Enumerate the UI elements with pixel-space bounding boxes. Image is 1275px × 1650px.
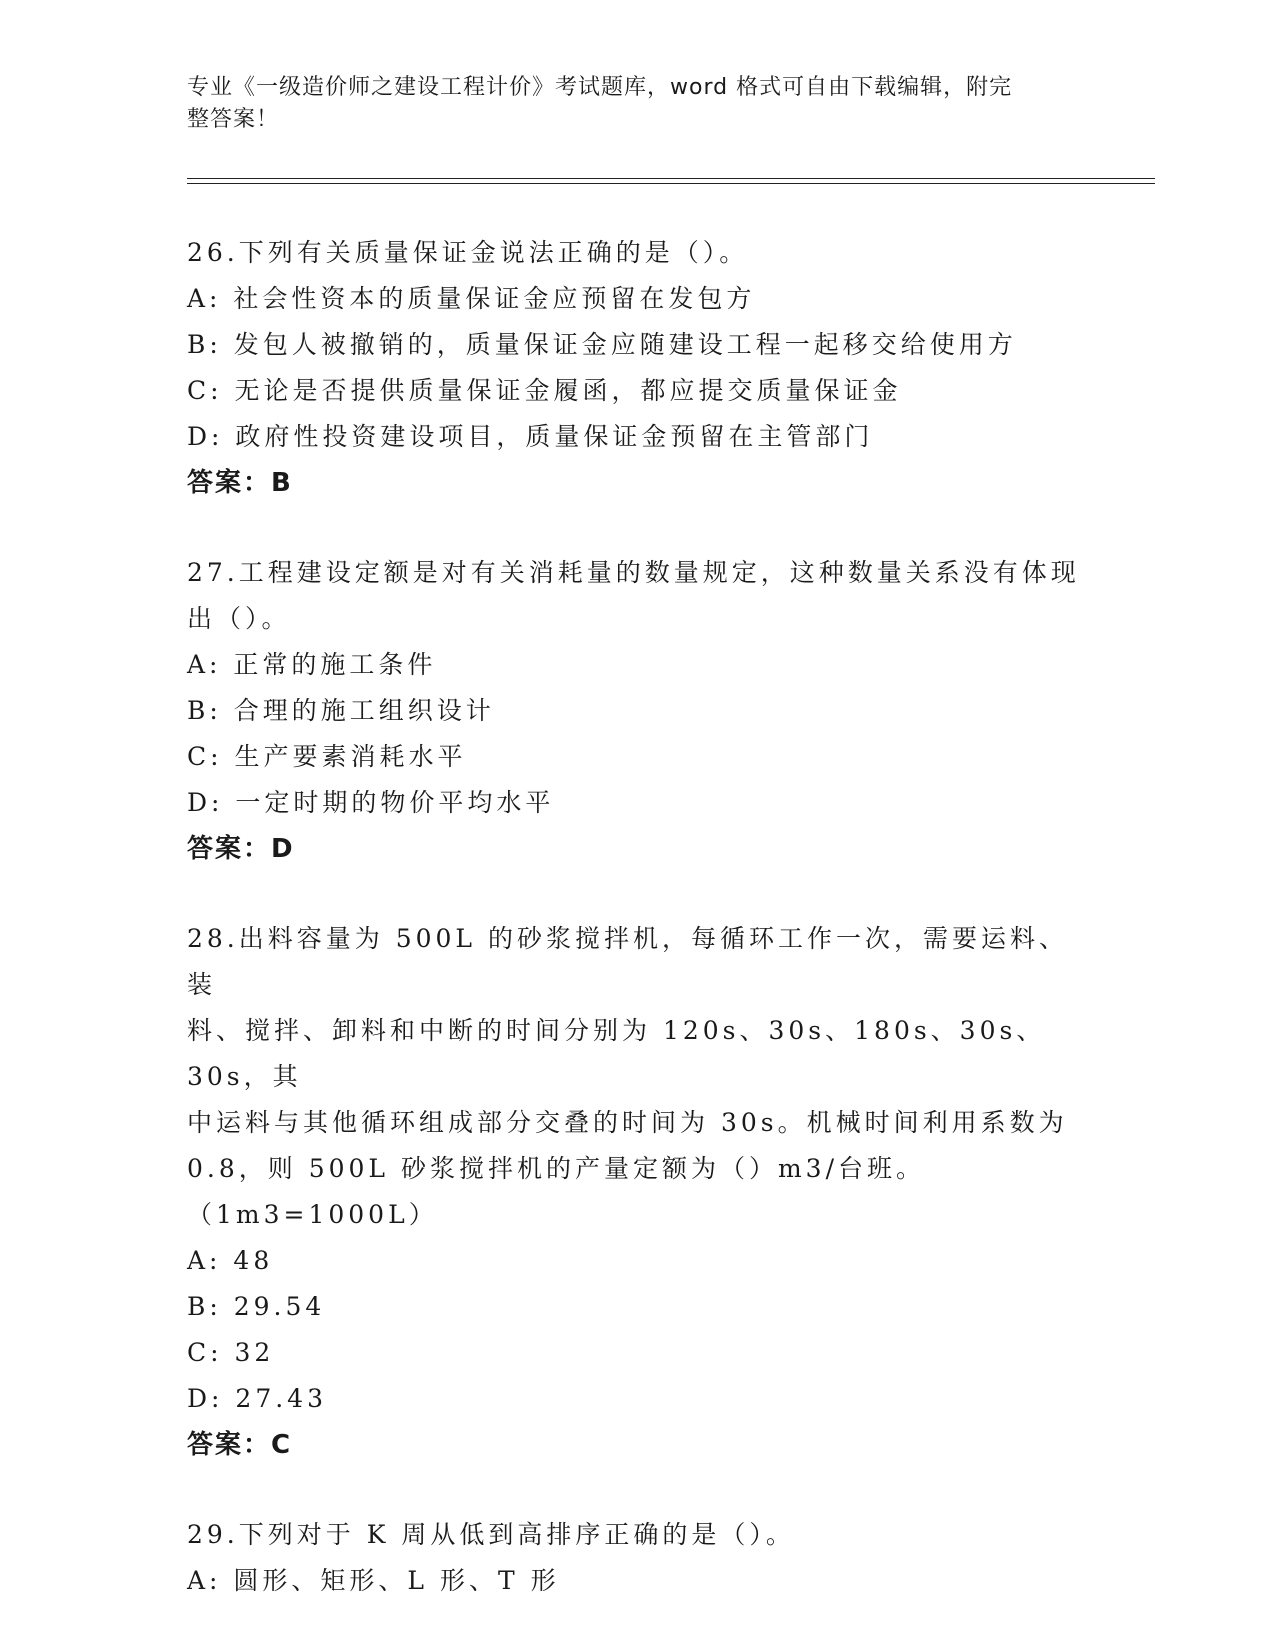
option-c: C: 生产要素消耗水平	[187, 742, 467, 771]
answer-label: 答案：D	[187, 834, 295, 864]
header-divider-bottom	[187, 183, 1155, 184]
question-27	[187, 550, 1087, 872]
option-a: A: 社会性资本的质量保证金应预留在发包方	[187, 284, 756, 313]
option-a: A: 48	[187, 1246, 274, 1275]
question-stem: 0.8，则 500L 砂浆搅拌机的产量定额为（）m3/台班。（1m3=1000L）	[187, 1154, 926, 1229]
option-b: B: 发包人被撤销的，质量保证金应随建设工程一起移交给使用方	[187, 330, 1017, 359]
question-stem: 29.下列对于 K 周从低到高排序正确的是（）。	[187, 1520, 795, 1549]
question-29	[187, 1512, 1087, 1604]
option-b: B: 合理的施工组织设计	[187, 696, 495, 725]
answer-label: 答案：C	[187, 1430, 293, 1460]
option-c: C: 32	[187, 1338, 275, 1367]
option-d: D: 政府性投资建设项目，质量保证金预留在主管部门	[187, 422, 874, 451]
option-b: B: 29.54	[187, 1292, 326, 1321]
option-c: C: 无论是否提供质量保证金履函，都应提交质量保证金	[187, 376, 902, 405]
header-divider-top	[187, 178, 1155, 179]
document-header	[187, 72, 1067, 136]
option-d: D: 一定时期的物价平均水平	[187, 788, 555, 817]
question-stem: 26.下列有关质量保证金说法正确的是（）。	[187, 238, 749, 267]
question-stem: 出（）。	[187, 604, 291, 633]
question-stem: 料、搅拌、卸料和中断的时间分别为 120s、30s、180s、30s、30s，其	[187, 1016, 1046, 1091]
answer-label: 答案：B	[187, 468, 293, 498]
question-stem: 27.工程建设定额是对有关消耗量的数量规定，这种数量关系没有体现	[187, 558, 1080, 587]
question-list	[187, 230, 1087, 1648]
option-a: A: 正常的施工条件	[187, 650, 437, 679]
question-stem: 中运料与其他循环组成部分交叠的时间为 30s。机械时间利用系数为	[187, 1108, 1068, 1137]
header-line-2: 整答案！	[187, 107, 280, 132]
header-line-1: 专业《一级造价师之建设工程计价》考试题库，word 格式可自由下载编辑，附完	[187, 75, 1013, 100]
question-28	[187, 916, 1087, 1468]
question-26	[187, 230, 1087, 506]
option-a: A: 圆形、矩形、L 形、T 形	[187, 1566, 560, 1595]
question-stem: 28.出料容量为 500L 的砂浆搅拌机，每循环工作一次，需要运料、装	[187, 924, 1068, 999]
option-d: D: 27.43	[187, 1384, 327, 1413]
